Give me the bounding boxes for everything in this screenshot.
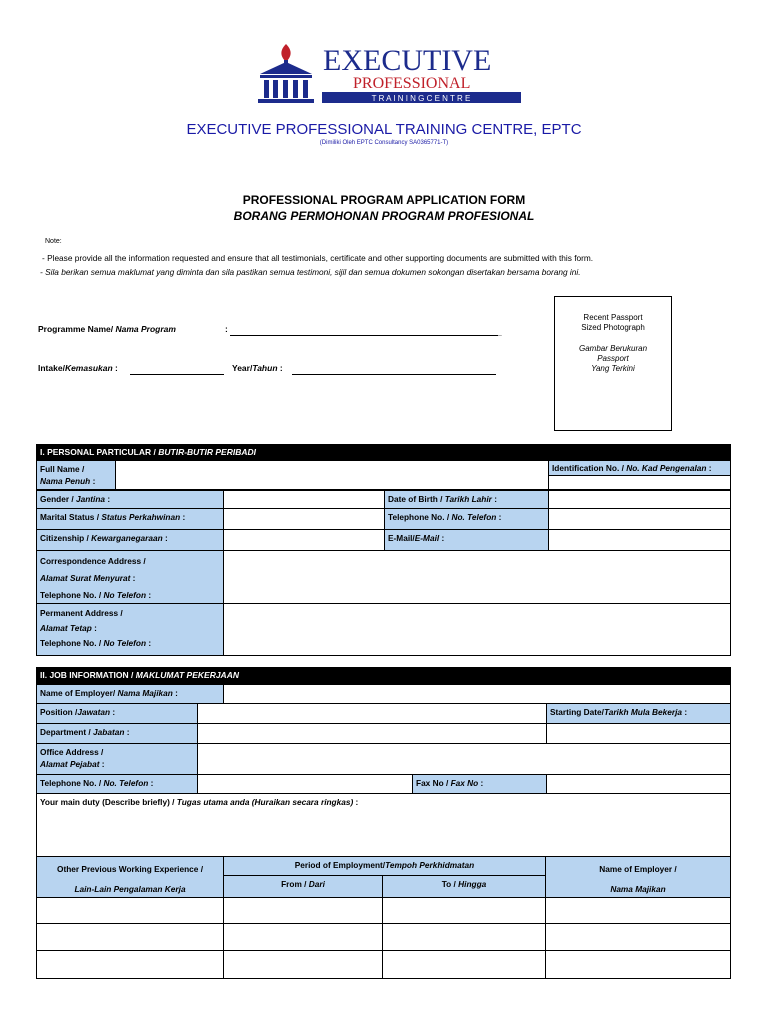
programme-colon: : <box>225 324 228 334</box>
job-telephone-label: Telephone No. / No. Telefon : <box>36 774 198 794</box>
org-title: EXECUTIVE PROFESSIONAL TRAINING CENTRE, EPTC <box>186 121 582 138</box>
exp-cell[interactable] <box>223 897 383 924</box>
photo-text: Yang Terkini <box>591 364 635 373</box>
photo-text: Gambar Berukuran <box>578 344 648 353</box>
org-subtitle: (Dimiliki Oleh EPTC Consultancy SA0365771-T) <box>319 140 449 146</box>
permanent-input[interactable] <box>223 603 731 656</box>
programme-underscore: _ <box>497 327 502 337</box>
starting-date-label: Starting Date/Tarikh Mula Bekerja : <box>546 703 731 724</box>
office-address-label: Office Address / Alamat Pejabat : <box>36 743 198 775</box>
year-label: Year/Tahun : <box>232 363 283 373</box>
torch-flame-icon <box>281 44 290 62</box>
fullname-input[interactable] <box>115 460 549 490</box>
programme-label: Programme Name/ Nama Program <box>38 324 176 334</box>
exp-col-to: To / Hingga <box>382 875 546 898</box>
logo-word-professional: PROFESSIONAL <box>353 75 471 92</box>
id-input[interactable] <box>548 475 731 490</box>
department-input[interactable] <box>197 723 547 744</box>
temple-roof-icon <box>260 62 312 74</box>
form-title-ms: BORANG PERMOHONAN PROGRAM PROFESIONAL <box>233 209 535 223</box>
note-label: Note: <box>45 238 62 245</box>
photo-text: Sized Photograph <box>581 323 645 332</box>
exp-cell[interactable] <box>545 897 731 924</box>
exp-col-from: From / Dari <box>223 875 383 898</box>
main-duty-label: Your main duty (Describe briefly) / Tugas utama anda (Huraikan secara ringkas) : <box>40 797 359 807</box>
citizenship-input[interactable] <box>223 529 385 551</box>
exp-cell[interactable] <box>36 897 224 924</box>
employer-input[interactable] <box>223 684 731 704</box>
intake-input[interactable] <box>130 374 224 375</box>
department-label: Department / Jabatan : <box>36 723 198 744</box>
correspondence-label: Correspondence Address / Alamat Surat Menyurat : Telephone No. / No Telefon : <box>36 550 224 604</box>
gender-input[interactable] <box>223 490 385 509</box>
note-ms: - Sila berikan semua maklumat yang diminta dan sila pastikan semua testimoni, sijil dan semua dokumen sokongan disertakan bersama borang ini. <box>40 267 581 277</box>
position-label: Position /Jawatan : <box>36 703 198 724</box>
email-input[interactable] <box>548 529 731 551</box>
exp-cell[interactable] <box>36 923 224 951</box>
marital-input[interactable] <box>223 508 385 530</box>
email-label: E-Mail/E-Mail : <box>384 529 549 551</box>
year-input[interactable] <box>292 374 496 375</box>
permanent-label: Permanent Address / Alamat Tetap : Telephone No. / No Telefon : <box>36 603 224 656</box>
fax-label: Fax No / Fax No : <box>412 774 547 794</box>
telephone-input[interactable] <box>548 508 731 530</box>
position-input[interactable] <box>197 703 547 724</box>
office-address-input[interactable] <box>197 743 731 775</box>
exp-cell[interactable] <box>545 923 731 951</box>
exp-cell[interactable] <box>223 923 383 951</box>
starting-date-input[interactable] <box>546 723 731 744</box>
dob-label: Date of Birth / Tarikh Lahir : <box>384 490 549 509</box>
exp-cell[interactable] <box>382 897 546 924</box>
exp-cell[interactable] <box>545 950 731 979</box>
employer-label: Name of Employer/ Nama Majikan : <box>36 684 224 704</box>
section-personal-header: I. PERSONAL PARTICULAR / BUTIR-BUTIR PERIBADI <box>36 444 731 460</box>
marital-label: Marital Status / Status Perkahwinan : <box>36 508 224 530</box>
photo-text: Recent Passport <box>583 313 643 322</box>
correspondence-input[interactable] <box>223 550 731 604</box>
fullname-label: Full Name / Nama Penuh : <box>36 460 116 490</box>
citizenship-label: Citizenship / Kewarganegaraan : <box>36 529 224 551</box>
photo-text: Passport <box>597 354 629 363</box>
job-telephone-input[interactable] <box>197 774 413 794</box>
form-title-en: PROFESSIONAL PROGRAM APPLICATION FORM <box>242 193 526 207</box>
logo-word-executive: EXECUTIVE <box>323 44 492 77</box>
exp-cell[interactable] <box>36 950 224 979</box>
exp-col-employer: Name of Employer / Nama Majikan <box>545 856 731 898</box>
id-label: Identification No. / No. Kad Pengenalan : <box>548 460 731 476</box>
exp-col-experience: Other Previous Working Experience / Lain-Lain Pengalaman Kerja <box>36 856 224 898</box>
dob-input[interactable] <box>548 490 731 509</box>
logo-word-training-centre: T R A I N I N G C E N T R E <box>371 94 471 103</box>
exp-cell[interactable] <box>382 950 546 979</box>
passport-photo-box[interactable] <box>554 296 672 431</box>
exp-cell[interactable] <box>223 950 383 979</box>
eptc-logo <box>256 40 526 106</box>
programme-input[interactable] <box>230 335 498 336</box>
gender-label: Gender / Jantina : <box>36 490 224 509</box>
exp-cell[interactable] <box>382 923 546 951</box>
fax-input[interactable] <box>546 774 731 794</box>
telephone-label: Telephone No. / No. Telefon : <box>384 508 549 530</box>
intake-label: Intake/Kemasukan : <box>38 363 118 373</box>
section-job-header: II. JOB INFORMATION / MAKLUMAT PEKERJAAN <box>36 667 731 684</box>
main-duty-input[interactable] <box>36 793 731 857</box>
note-en: - Please provide all the information requested and ensure that all testimonials, certificate and other supporting documents are submitted with this form. <box>42 253 594 263</box>
exp-col-period: Period of Employment/Tempoh Perkhidmatan <box>223 856 546 876</box>
